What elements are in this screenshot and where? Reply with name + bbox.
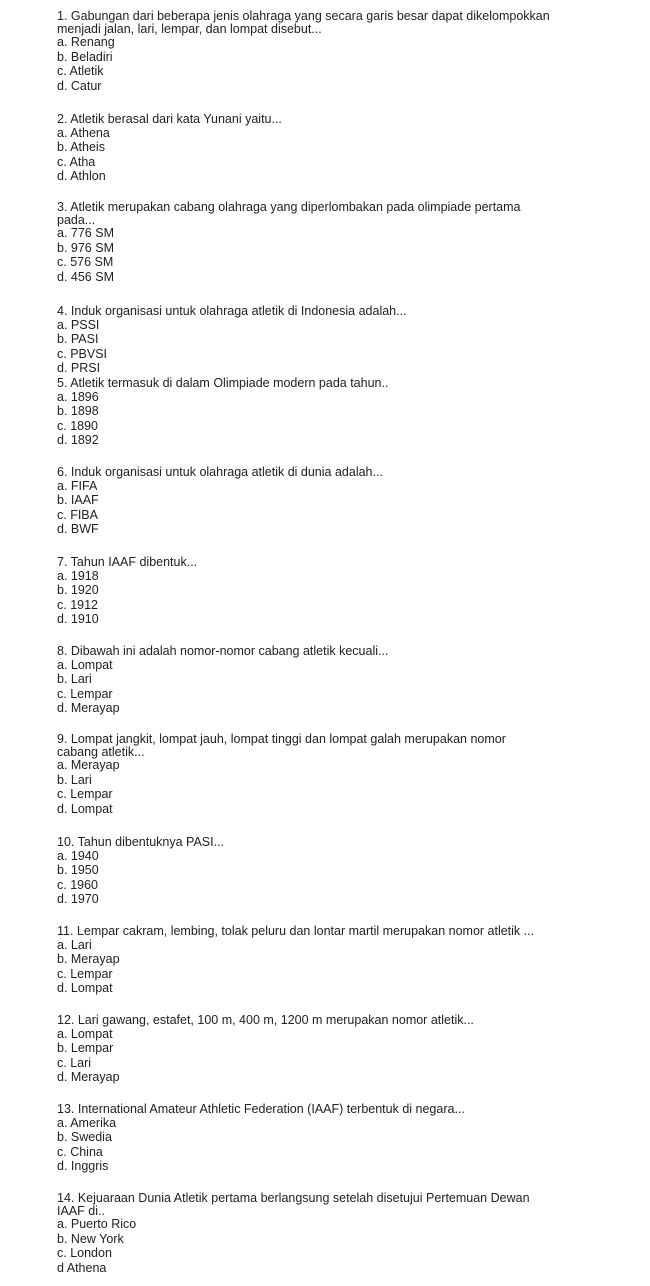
question-12 [57, 1014, 577, 1085]
option-b: b. 1898 [57, 404, 99, 419]
question-13 [57, 1103, 577, 1174]
option-b: b. Lempar [57, 1041, 114, 1056]
question-text: 2. Atletik berasal dari kata Yunani yaitu... [57, 112, 282, 126]
question-text: 5. Atletik termasuk di dalam Olimpiade modern pada tahun.. [57, 376, 389, 390]
option-a: a. PSSI [57, 317, 100, 332]
question-9 [57, 733, 577, 816]
option-a: a. 1940 [57, 848, 99, 863]
option-d: d. 456 SM [57, 269, 114, 284]
option-a: a. 776 SM [57, 226, 114, 240]
option-a: a. Lompat [57, 1026, 113, 1041]
option-b: b. 976 SM [57, 240, 114, 255]
option-b: b. New York [57, 1231, 124, 1246]
option-d: d. PRSI [57, 361, 101, 376]
option-b: b. 1920 [57, 583, 99, 598]
option-b: b. Lari [57, 672, 92, 687]
question-text: 8. Dibawah ini adalah nomor-nomor cabang atletik kecuali... [57, 644, 389, 658]
option-d: d. Athlon [57, 169, 106, 184]
option-d: d. Merayap [57, 1070, 120, 1085]
option-c: c. China [57, 1144, 103, 1159]
option-b: b. Lari [57, 772, 92, 787]
question-text: 7. Tahun IAAF dibentuk... [57, 555, 198, 569]
option-a: a. Lari [57, 937, 92, 952]
question-text: 12. Lari gawang, estafet, 100 m, 400 m, 1200 m merupakan nomor atletik... [57, 1013, 474, 1027]
option-d: d. Merayap [57, 701, 120, 716]
question-5 [57, 377, 577, 448]
question-6 [57, 466, 577, 537]
question-text: 14. Kejuaraan Dunia Atletik pertama berlangsung setelah disetujui Pertemuan Dewan IAAF di.. [57, 1191, 530, 1218]
option-b: b. Atheis [57, 140, 105, 155]
option-a: a. FIFA [57, 478, 98, 493]
option-a: a. Amerika [57, 1115, 117, 1130]
option-c: c. 1960 [57, 877, 99, 892]
option-c: c. 1890 [57, 418, 99, 433]
option-c: c. Lempar [57, 686, 113, 701]
question-text: 11. Lempar cakram, lembing, tolak peluru dan lontar martil merupakan nomor atletik ... [57, 924, 535, 938]
option-c: c. FIBA [57, 507, 98, 522]
option-c: c. London [57, 1246, 112, 1261]
question-text: 10. Tahun dibentuknya PASI... [57, 835, 225, 849]
option-a: a. 1896 [57, 389, 99, 404]
question-3 [57, 201, 577, 284]
option-b: b. Merayap [57, 952, 120, 967]
option-d: d. Catur [57, 78, 102, 93]
option-d: d. BWF [57, 522, 99, 537]
option-c: c. Lari [57, 1055, 92, 1070]
option-c: c. PBVSI [57, 346, 108, 361]
question-8 [57, 645, 577, 716]
option-a: a. 1918 [57, 568, 99, 583]
option-d: d. Lompat [57, 981, 113, 996]
option-c: c. Lempar [57, 966, 113, 981]
question-text: 4. Induk organisasi untuk olahraga atletik di Indonesia adalah... [57, 304, 407, 318]
option-d: d. 1910 [57, 612, 99, 627]
option-b: b. PASI [57, 332, 99, 347]
option-a: a. Merayap [57, 758, 120, 772]
option-a: a. Lompat [57, 657, 113, 672]
option-a: a. Athena [57, 125, 110, 140]
question-text: 6. Induk organisasi untuk olahraga atletik di dunia adalah... [57, 465, 383, 479]
question-text: 9. Lompat jangkit, lompat jauh, lompat tinggi dan lompat galah merupakan nomor cabang atletik... [57, 732, 506, 759]
question-1 [57, 10, 577, 93]
option-c: c. Lempar [57, 787, 113, 802]
option-c: c. 1912 [57, 597, 99, 612]
option-c: c. Atletik [57, 64, 104, 79]
question-11 [57, 925, 577, 996]
question-10 [57, 836, 577, 907]
option-d: d. Lompat [57, 801, 113, 816]
question-7 [57, 556, 577, 627]
option-d: d. 1892 [57, 433, 99, 448]
question-text: 13. International Amateur Athletic Federation (IAAF) terbentuk di negara... [57, 1102, 465, 1116]
option-d: d. 1970 [57, 892, 99, 907]
option-c: c. 576 SM [57, 255, 114, 270]
question-text: 1. Gabungan dari beberapa jenis olahraga yang secara garis besar dapat dikelompokkan menjadi jalan, lari, lempar, dan lompat disebut... [57, 9, 550, 36]
question-text: 3. Atletik merupakan cabang olahraga yang diperlombakan pada olimpiade pertama pada... [57, 200, 521, 227]
question-14 [57, 1192, 577, 1275]
option-b: b. Swedia [57, 1130, 112, 1145]
option-b: b. IAAF [57, 493, 99, 508]
option-d: d. Inggris [57, 1159, 109, 1174]
option-b: b. 1950 [57, 863, 99, 878]
option-d: d Athena [57, 1260, 107, 1275]
option-a: a. Renang [57, 35, 115, 49]
option-b: b. Beladiri [57, 49, 113, 64]
question-4 [57, 305, 577, 376]
option-c: c. Atha [57, 154, 96, 169]
option-a: a. Puerto Rico [57, 1217, 137, 1231]
question-2 [57, 113, 577, 184]
